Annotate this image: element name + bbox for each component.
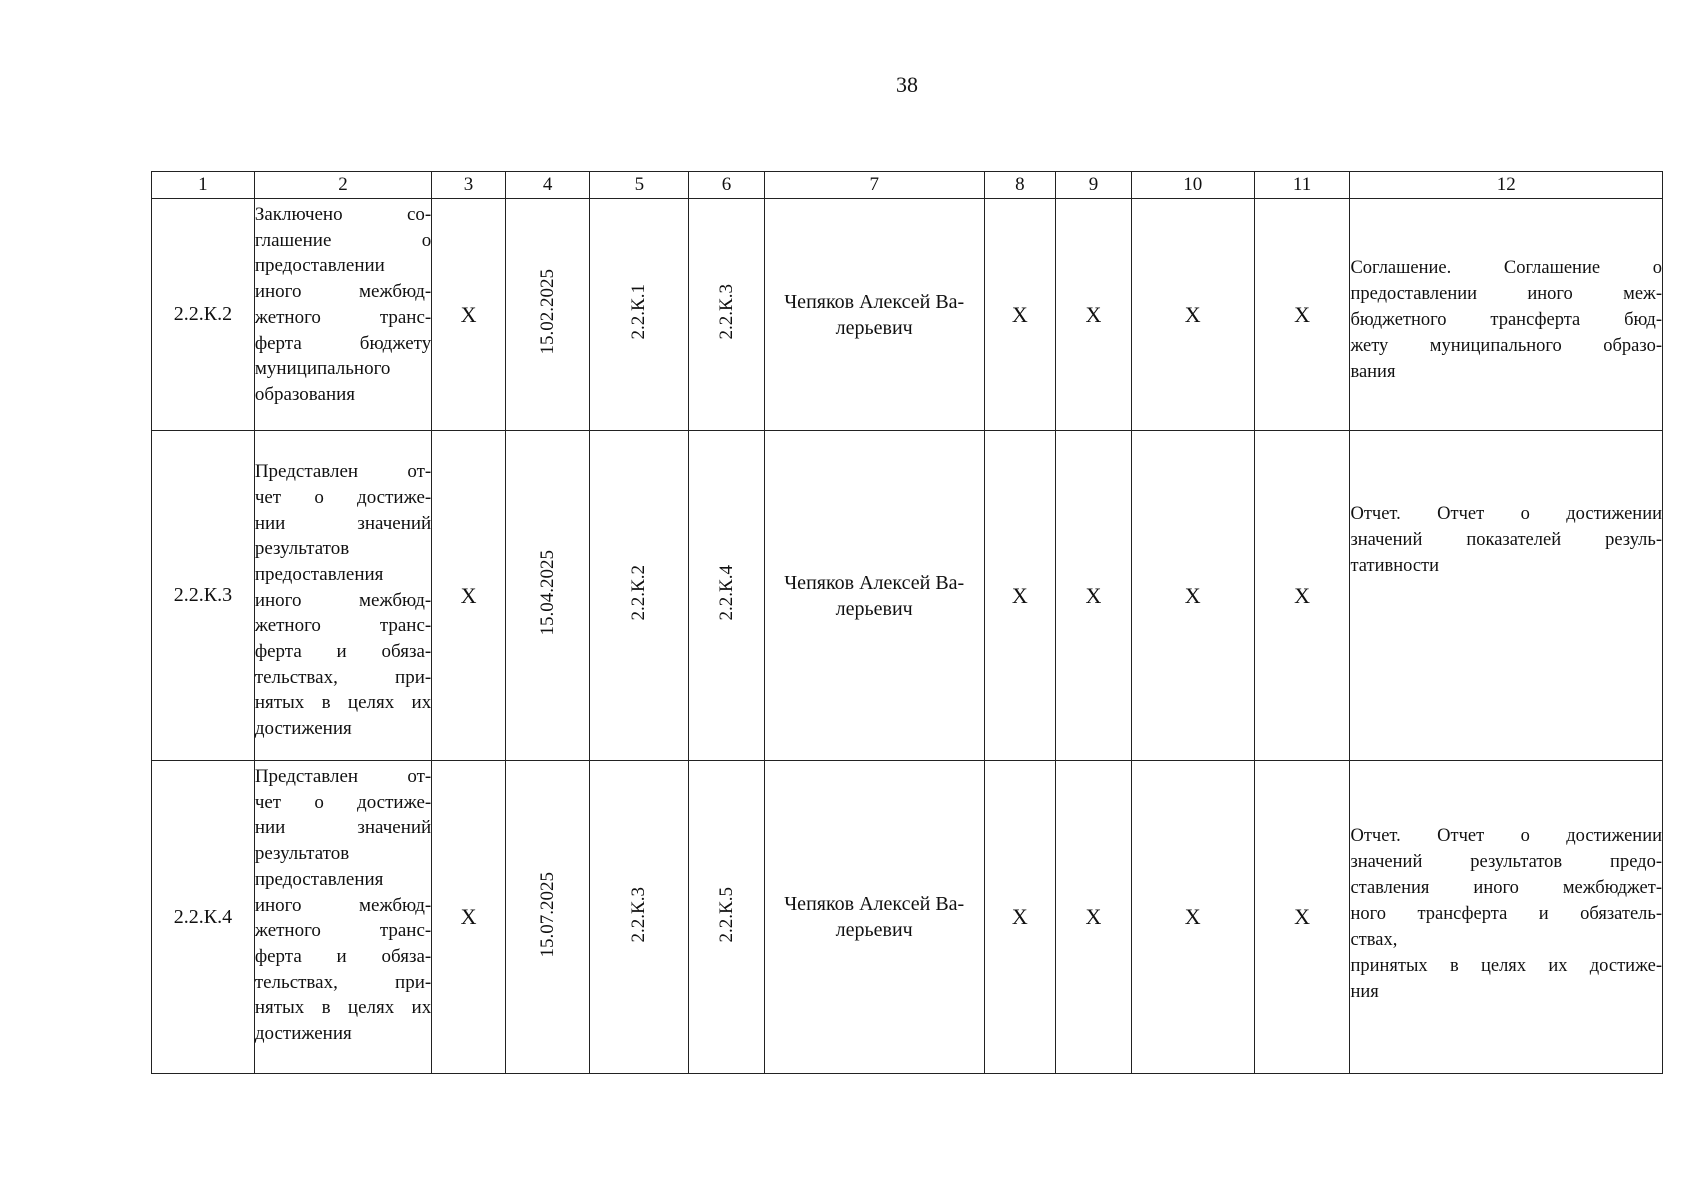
description-line: жетного транс- — [254, 615, 432, 637]
column-header: 3 — [432, 172, 506, 199]
description-line: ферта и обяза- — [254, 945, 432, 967]
column-header: 7 — [764, 172, 984, 199]
description-line: нятых в целях их — [254, 692, 432, 714]
result-line: значений результатов предо- — [1350, 852, 1662, 872]
result-line: жету муниципального образо- — [1350, 336, 1662, 356]
successor-cell — [689, 761, 765, 1074]
control-point-code: 2.2.К.3 — [152, 431, 255, 761]
description-line: иного межбюд- — [254, 894, 432, 916]
column-header: 6 — [689, 172, 765, 199]
description-line: нии значений — [254, 817, 432, 839]
description-line: чет о достиже- — [254, 791, 432, 813]
description-line: достижения — [254, 1023, 352, 1045]
column-header: 2 — [254, 172, 431, 199]
description-line: ферта и обяза- — [254, 641, 432, 663]
column-header: 10 — [1131, 172, 1254, 199]
control-point-code: 2.2.К.2 — [152, 199, 255, 431]
result-line: ствах, — [1350, 930, 1398, 950]
cell-x-mark: X — [1056, 761, 1132, 1074]
table-row — [152, 199, 1663, 431]
result-line: ния — [1350, 982, 1379, 1002]
successor-text: 2.2.К.4 — [715, 565, 737, 621]
date-cell — [505, 199, 590, 431]
predecessor-cell — [590, 761, 689, 1074]
cell-x-mark: X — [984, 199, 1056, 431]
control-point-description — [254, 199, 431, 431]
description-line: предоставления — [254, 563, 384, 585]
result-line: Соглашение. Соглашение о — [1350, 258, 1662, 278]
control-points-table — [151, 171, 1663, 1074]
result-line: предоставлении иного меж- — [1350, 284, 1662, 304]
description-line: результатов — [254, 843, 350, 865]
table-row — [152, 761, 1663, 1074]
column-header: 5 — [590, 172, 689, 199]
description-line: тельствах, при- — [254, 971, 432, 993]
predecessor-text: 2.2.К.1 — [628, 284, 650, 340]
description-line: чет о достиже- — [254, 486, 432, 508]
result-line: Отчет. Отчет о достижении — [1350, 826, 1662, 846]
date-cell — [505, 761, 590, 1074]
column-header: 8 — [984, 172, 1056, 199]
cell-x-mark: X — [1254, 199, 1350, 431]
description-line: Представлен от- — [254, 766, 432, 787]
cell-x-mark: X — [1131, 199, 1254, 431]
successor-cell — [689, 199, 765, 431]
result-document — [1350, 761, 1663, 1074]
description-line: нятых в целях их — [254, 997, 432, 1019]
description-line: жетного транс- — [254, 920, 432, 942]
result-line: бюджетного трансферта бюд- — [1350, 310, 1662, 330]
cell-x-mark: X — [1056, 431, 1132, 761]
description-line: образования — [254, 383, 356, 405]
cell-x-mark: X — [1131, 431, 1254, 761]
description-line: предоставлении — [254, 255, 385, 277]
result-line: принятых в целях их достиже- — [1350, 956, 1662, 976]
result-line: вания — [1350, 362, 1396, 382]
column-header: 4 — [505, 172, 590, 199]
description-line: нии значений — [254, 512, 432, 534]
control-point-code: 2.2.К.4 — [152, 761, 255, 1074]
cell-x-mark: X — [432, 199, 506, 431]
column-header: 9 — [1056, 172, 1132, 199]
column-header: 12 — [1350, 172, 1663, 199]
control-point-description — [254, 761, 431, 1074]
predecessor-text: 2.2.К.2 — [628, 565, 650, 621]
successor-text: 2.2.К.3 — [715, 284, 737, 340]
cell-x-mark: X — [1056, 199, 1132, 431]
cell-x-mark: X — [432, 761, 506, 1074]
result-document — [1350, 431, 1663, 761]
predecessor-cell — [590, 199, 689, 431]
description-line: предоставления — [254, 868, 384, 890]
cell-x-mark: X — [432, 431, 506, 761]
description-line: глашение о — [254, 229, 432, 251]
date-text: 15.07.2025 — [536, 871, 558, 958]
page-number: 38 — [896, 72, 918, 97]
date-cell — [505, 431, 590, 761]
cell-x-mark: X — [1254, 431, 1350, 761]
date-text: 15.04.2025 — [536, 550, 558, 636]
description-line: достижения — [254, 718, 352, 740]
header-row — [152, 172, 1663, 199]
description-line: ферта бюджету — [254, 332, 432, 354]
table-row — [152, 431, 1663, 761]
description-line: муниципального — [254, 358, 391, 380]
column-header: 1 — [152, 172, 255, 199]
predecessor-text: 2.2.К.3 — [628, 886, 650, 943]
description-line: тельствах, при- — [254, 666, 432, 688]
responsible-person: Чепяков Алексей Ва-лерьевич — [764, 761, 984, 1074]
date-text: 15.02.2025 — [536, 269, 558, 355]
cell-x-mark: X — [1131, 761, 1254, 1074]
successor-cell — [689, 431, 765, 761]
result-line: Отчет. Отчет о достижении — [1350, 504, 1662, 524]
description-line: иного межбюд- — [254, 281, 432, 303]
result-document — [1350, 199, 1663, 431]
result-line: ставления иного межбюджет- — [1350, 878, 1662, 898]
result-line: тативности — [1350, 556, 1440, 576]
description-line: Представлен от- — [254, 461, 432, 483]
successor-text: 2.2.К.5 — [715, 886, 737, 943]
responsible-person: Чепяков Алексей Ва-лерьевич — [764, 199, 984, 431]
column-header: 11 — [1254, 172, 1350, 199]
cell-x-mark: X — [984, 431, 1056, 761]
description-line: жетного транс- — [254, 306, 432, 328]
control-point-description — [254, 431, 431, 761]
description-line: результатов — [254, 538, 350, 560]
description-line: иного межбюд- — [254, 589, 432, 611]
responsible-person: Чепяков Алексей Ва-лерьевич — [764, 431, 984, 761]
cell-x-mark: X — [984, 761, 1056, 1074]
predecessor-cell — [590, 431, 689, 761]
result-line: ного трансферта и обязатель- — [1350, 904, 1662, 924]
description-line: Заключено со- — [254, 204, 432, 225]
result-line: значений показателей резуль- — [1350, 530, 1662, 550]
cell-x-mark: X — [1254, 761, 1350, 1074]
